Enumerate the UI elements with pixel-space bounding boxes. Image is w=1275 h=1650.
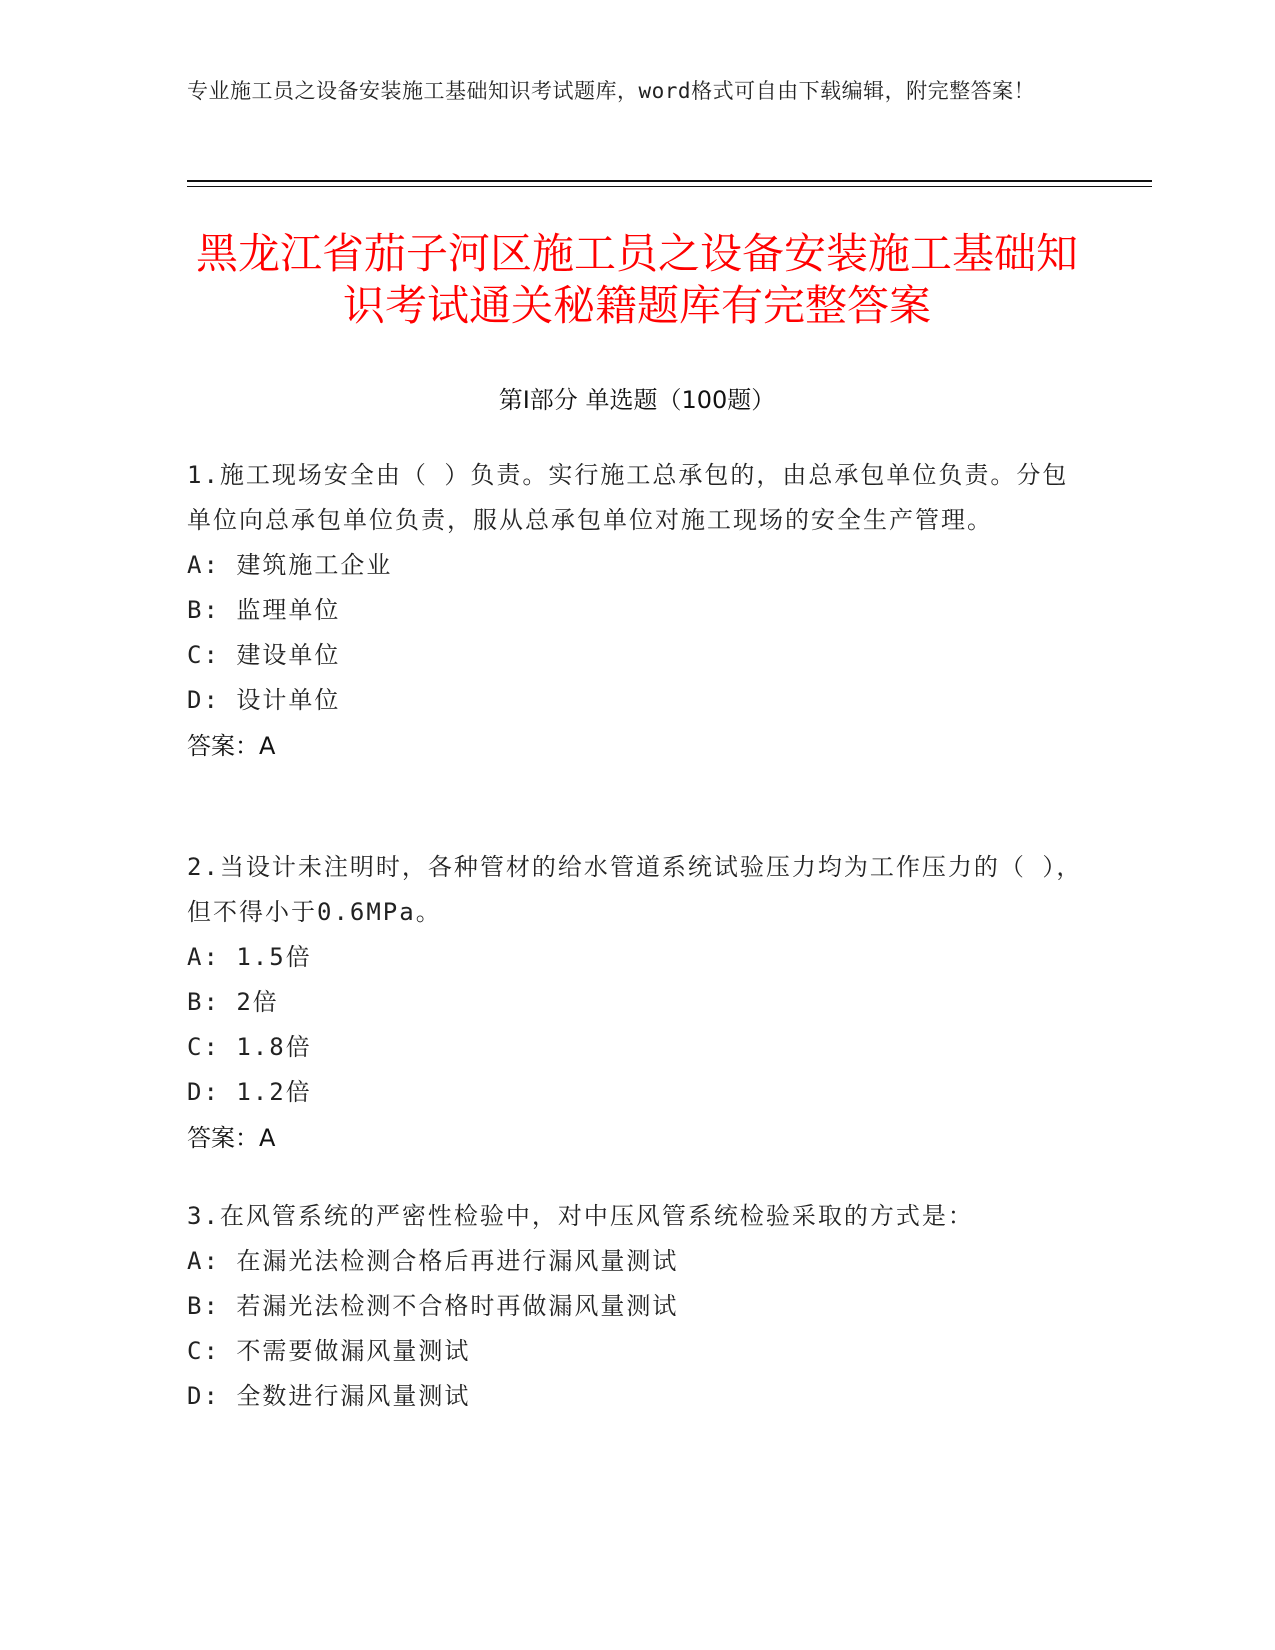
question-3 [187,1194,1087,1419]
option-a: A: 在漏光法检测合格后再进行漏风量测试 [187,1247,679,1275]
option-a: A: 1.5倍 [187,943,312,971]
answer-label: 答案：A [187,732,276,760]
option-c: C: 1.8倍 [187,1033,312,1061]
option-b: B: 2倍 [187,988,279,1016]
option-a: A: 建筑施工企业 [187,551,393,579]
answer-label: 答案：A [187,1124,276,1152]
question-1 [187,453,1087,769]
option-d: D: 设计单位 [187,686,341,714]
option-c: C: 不需要做漏风量测试 [187,1337,471,1365]
header-divider-thin [187,186,1152,187]
section-heading: 第Ⅰ部分 单选题（100题） [498,386,776,414]
question-stem: 3.在风管系统的严密性检验中，对中压风管系统检验采取的方式是： [187,1202,974,1230]
question-stem: 1.施工现场安全由（ ）负责。实行施工总承包的，由总承包单位负责。分包单位向总承包单位负责，服从总承包单位对施工现场的安全生产管理。 [187,461,1069,534]
option-d: D: 1.2倍 [187,1078,312,1106]
option-c: C: 建设单位 [187,641,341,669]
option-b: B: 监理单位 [187,596,341,624]
header-note: 专业施工员之设备安装施工基础知识考试题库，word格式可自由下载编辑，附完整答案！ [187,79,1036,103]
question-stem: 2.当设计未注明时，各种管材的给水管道系统试验压力均为工作压力的（ ），但不得小于0.6MPa。 [187,853,1083,926]
option-d: D: 全数进行漏风量测试 [187,1382,471,1410]
document-title: 黑龙江省茄子河区施工员之设备安装施工基础知识考试通关秘籍题库有完整答案 [195,229,1078,330]
header-divider-thick [187,180,1152,182]
option-b: B: 若漏光法检测不合格时再做漏风量测试 [187,1292,679,1320]
question-2 [187,845,1087,1161]
